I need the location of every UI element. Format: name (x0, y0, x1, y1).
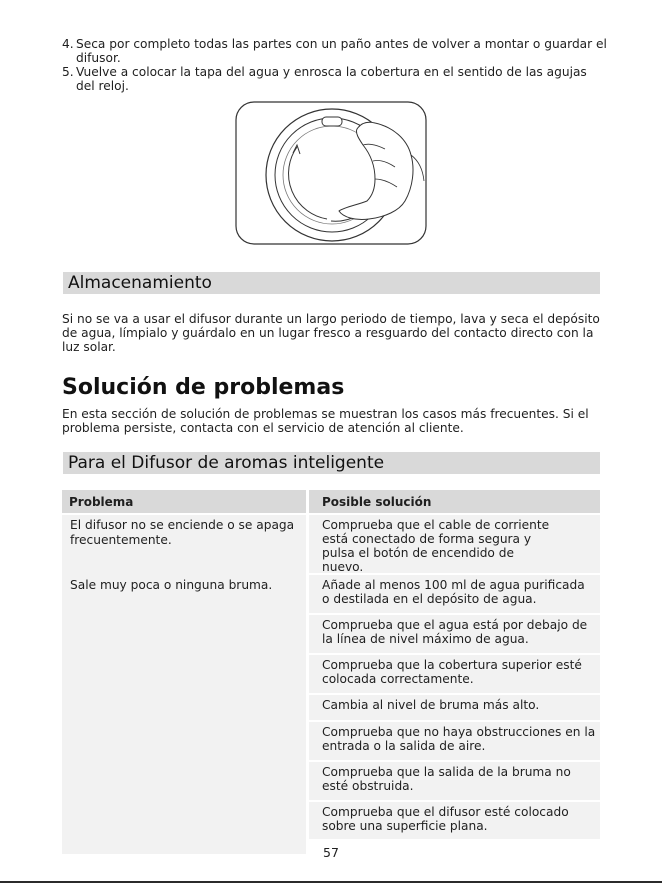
solution-cell: Cambia al nivel de bruma más alto. (309, 695, 600, 722)
step-5 (62, 65, 607, 93)
storage-heading: Almacenamiento (63, 272, 600, 294)
table-row (62, 515, 600, 575)
solution-cell: Comprueba que el difusor esté colocado sobre una superficie plana. (309, 802, 600, 841)
column-header-problem: Problema (62, 490, 306, 513)
troubleshooting-heading: Solución de problemas (62, 375, 345, 400)
diffuser-cover-illustration (235, 101, 427, 245)
storage-text: Si no se va a usar el difusor durante un largo periodo de tiempo, lava y seca el depósito de agua, límpialo y guárdalo en un lugar fresco a resguardo del contacto directo con la luz solar. (62, 312, 600, 354)
solution-cell: Comprueba que el cable de corriente está conectado de forma segura y pulsa el botón de encendido de nuevo. (309, 515, 600, 575)
diffuser-subsection-heading: Para el Difusor de aromas inteligente (63, 452, 600, 474)
solution-cell: Comprueba que el agua está por debajo de la línea de nivel máximo de agua. (309, 615, 600, 655)
solution-cell: Añade al menos 100 ml de agua purificada o destilada en el depósito de agua. (309, 575, 600, 615)
step-text: Vuelve a colocar la tapa del agua y enrosca la cobertura en el sentido de las agujas del reloj. (76, 65, 587, 93)
step-number: 4. (62, 37, 74, 51)
solution-cell: Comprueba que no haya obstrucciones en la entrada o la salida de aire. (309, 722, 600, 762)
table-header (62, 490, 600, 513)
step-4 (62, 37, 607, 65)
solution-cell: Comprueba que la salida de la bruma no esté obstruida. (309, 762, 600, 802)
problem-cell: Sale muy poca o ninguna bruma. (62, 575, 306, 854)
page-number: 57 (323, 845, 339, 860)
problem-cell: El difusor no se enciende o se apaga frecuentemente. (62, 515, 306, 575)
step-number: 5. (62, 65, 74, 79)
troubleshooting-table (62, 490, 600, 854)
table-row (62, 575, 600, 854)
step-text: Seca por completo todas las partes con un paño antes de volver a montar o guardar el difusor. (76, 37, 607, 65)
troubleshooting-intro: En esta sección de solución de problemas se muestran los casos más frecuentes. Si el problema persiste, contacta con el servicio de atención al cliente. (62, 407, 589, 435)
solution-cell: Comprueba que la cobertura superior esté colocada correctamente. (309, 655, 600, 695)
instruction-steps (62, 37, 607, 93)
column-header-solution: Posible solución (309, 490, 600, 513)
